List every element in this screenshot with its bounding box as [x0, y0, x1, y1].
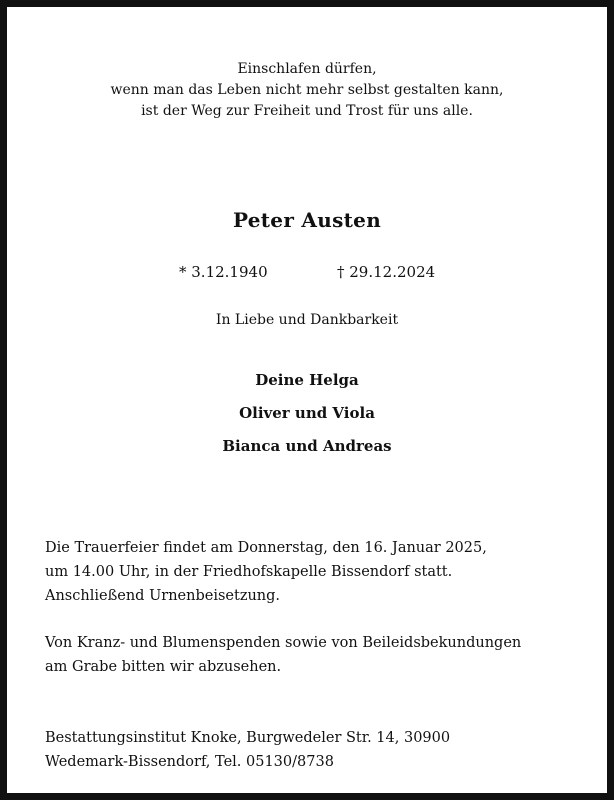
death-date: † 29.12.2024	[337, 263, 436, 281]
birth-date: * 3.12.1940	[179, 263, 268, 281]
motto-verse	[14, 59, 600, 122]
flowers-line: am Grabe bitten wir abzusehen.	[45, 659, 282, 675]
ceremony-line: um 14.00 Uhr, in der Friedhofskapelle Bissendorf statt.	[45, 564, 453, 580]
funeral-home-info	[45, 726, 569, 774]
ceremony-line: Die Trauerfeier findet am Donnerstag, den 16. Januar 2025,	[45, 540, 487, 556]
motto-line: wenn man das Leben nicht mehr selbst gestalten kann,	[110, 82, 504, 98]
ceremony-line: Anschließend Urnenbeisetzung.	[45, 588, 281, 604]
family-signatures	[14, 368, 600, 467]
love-gratitude-line: In Liebe und Dankbarkeit	[215, 312, 399, 328]
deceased-name: Peter Austen	[232, 208, 382, 232]
flowers-line: Von Kranz- und Blumenspenden sowie von Beileidsbekundungen	[45, 635, 522, 651]
motto-line: Einschlafen dürfen,	[237, 61, 377, 77]
flowers-notice	[45, 631, 569, 679]
family-member: Deine Helga	[255, 371, 359, 389]
funeral-home-line: Wedemark-Bissendorf, Tel. 05130/8738	[45, 754, 334, 770]
funeral-home-line: Bestattungsinstitut Knoke, Burgwedeler Str. 14, 30900	[45, 730, 451, 746]
motto-line: ist der Weg zur Freiheit und Trost für uns alle.	[141, 103, 473, 119]
family-member: Oliver und Viola	[239, 404, 375, 422]
ceremony-notice	[45, 536, 569, 608]
family-member: Bianca und Andreas	[222, 437, 392, 455]
